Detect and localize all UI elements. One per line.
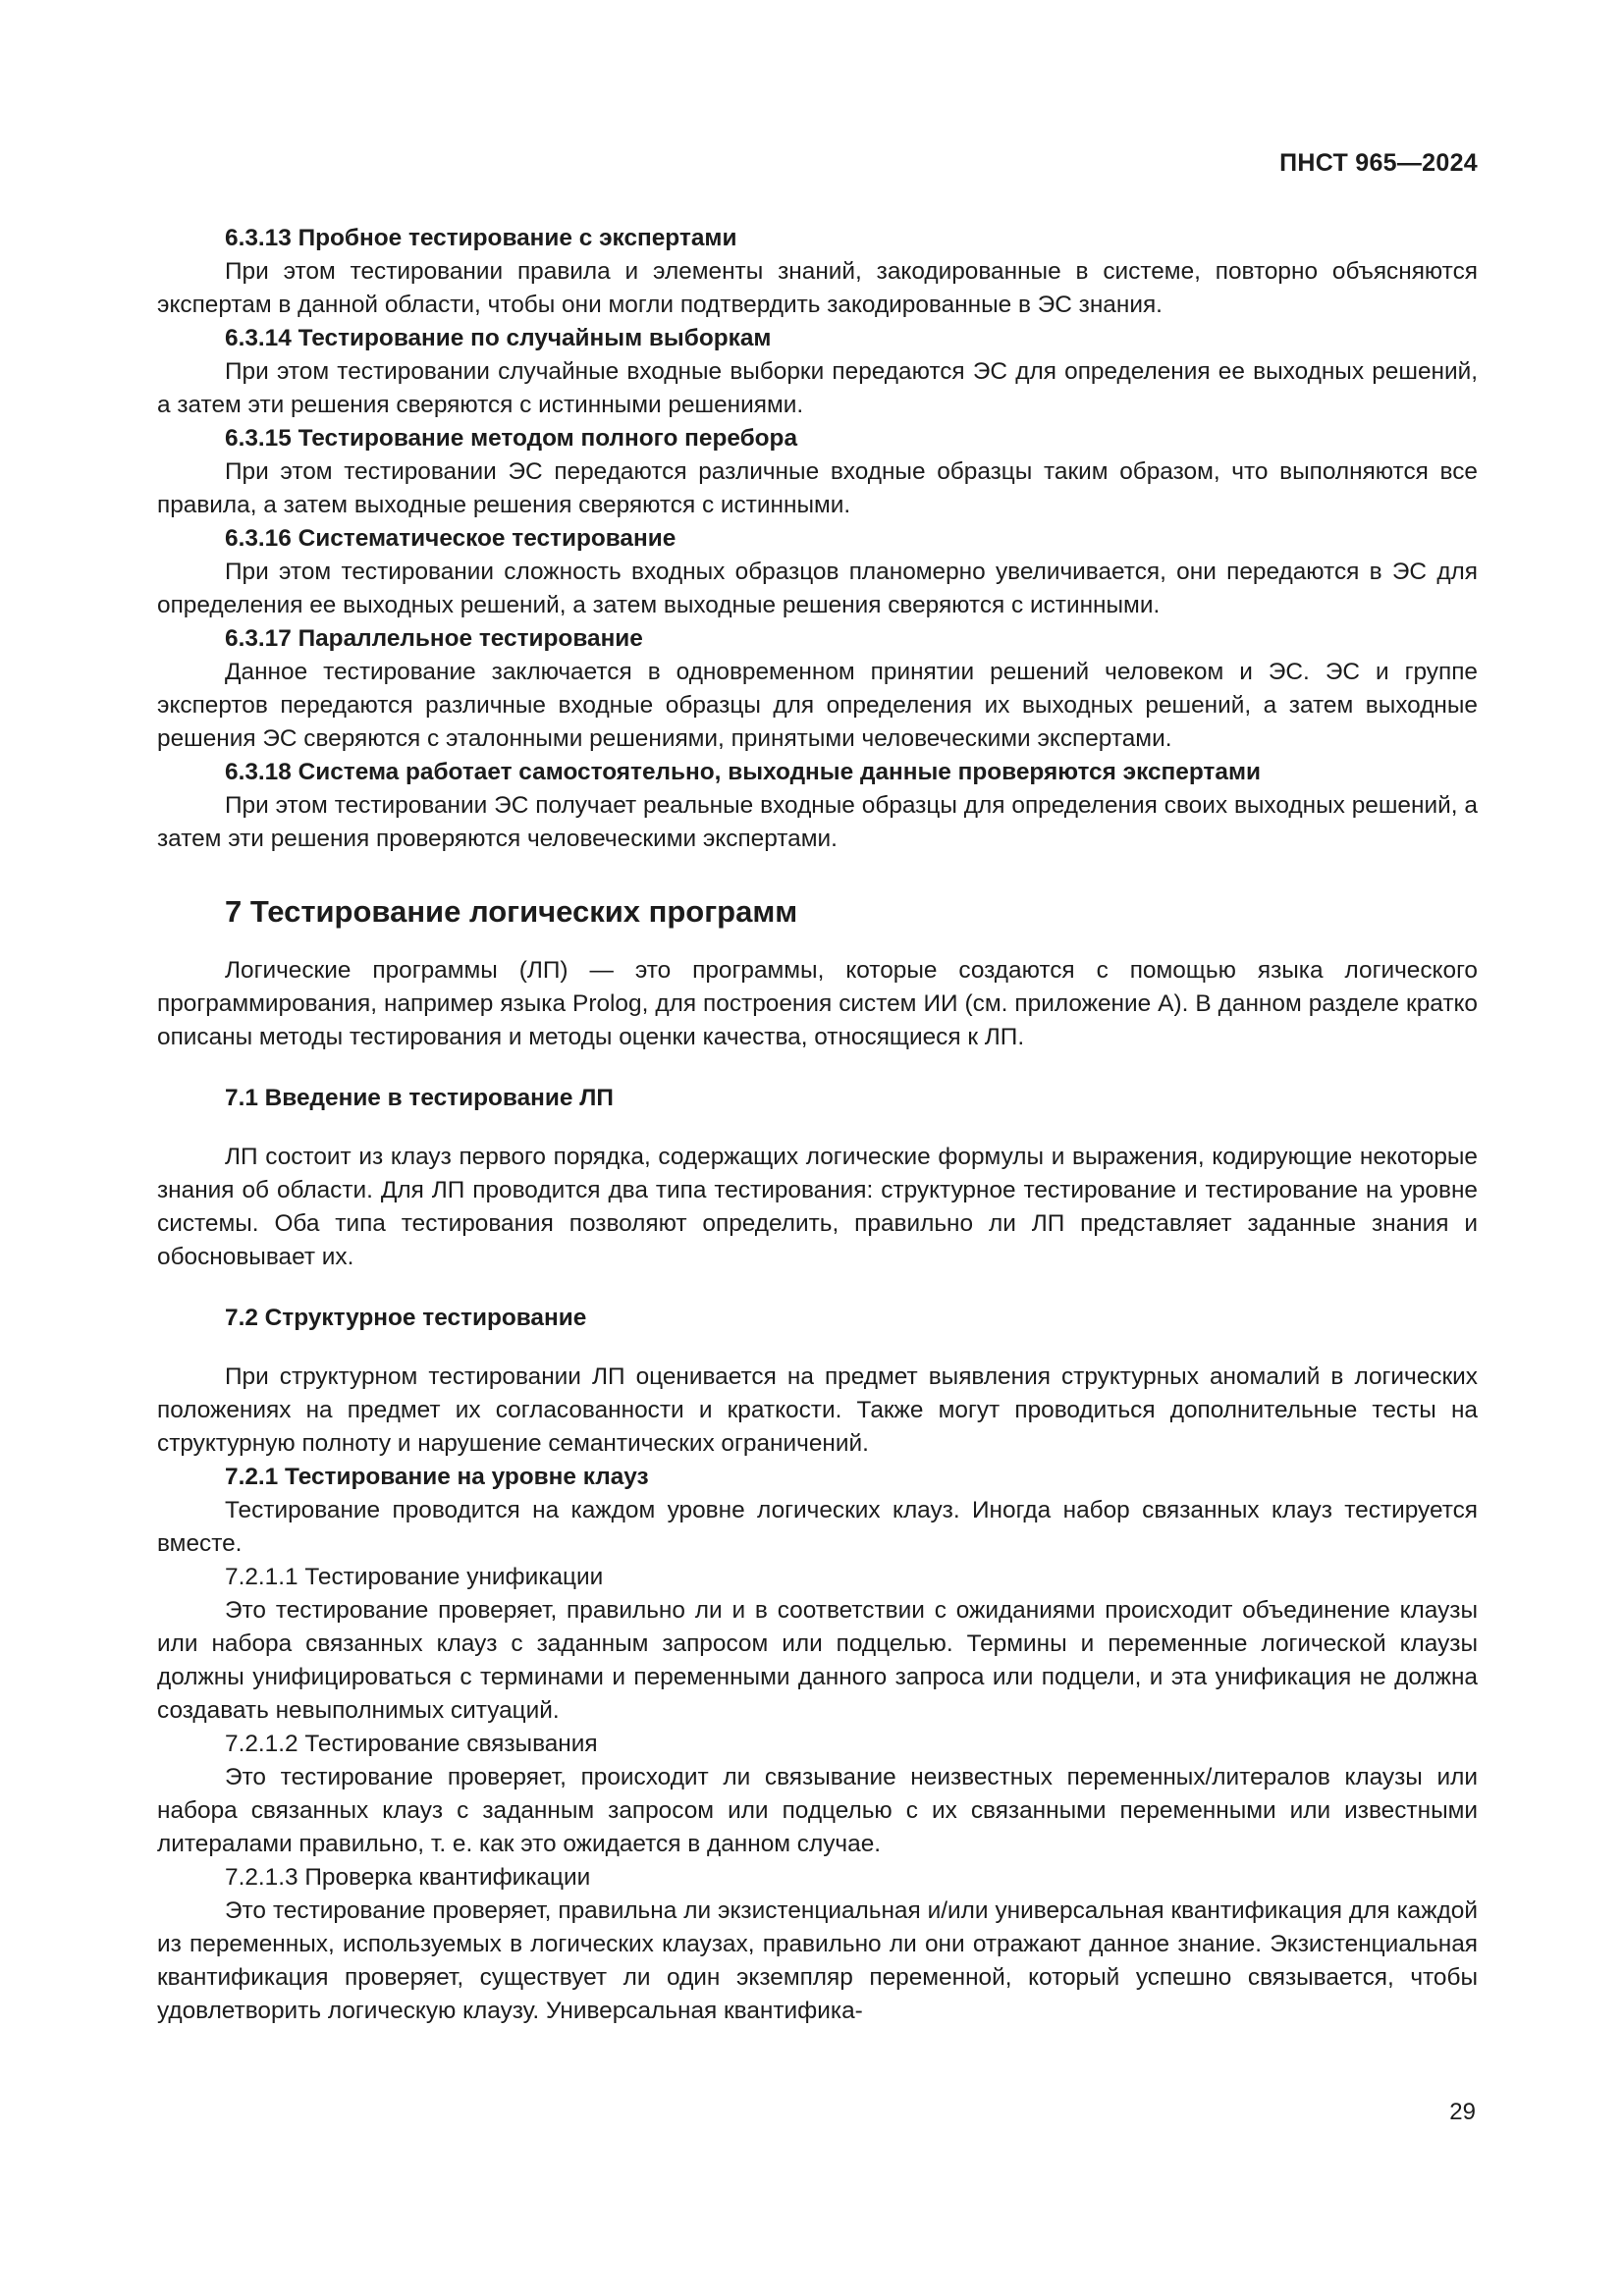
paragraph-6-3-16: При этом тестировании сложность входных образцов планомерно увеличивается, они передаются в ЭС для определения ее выходных решений, а затем выходные решения сверяются с истинными. <box>157 559 1478 618</box>
heading-7-2-1-1: 7.2.1.1 Тестирование унификации <box>225 1564 604 1590</box>
heading-7-2-1-2: 7.2.1.2 Тестирование связывания <box>225 1731 598 1757</box>
paragraph-6-3-17: Данное тестирование заключается в одновременном принятии решений человеком и ЭС. ЭС и группе экспертов передаются различные входные образцы для определения их выходных решений, а затем выходные решения ЭС сверяются с эталонными решениями, принятыми человеческими экспертами. <box>157 659 1478 752</box>
heading-6-3-14: 6.3.14 Тестирование по случайным выборкам <box>225 325 772 351</box>
heading-6-3-13: 6.3.13 Пробное тестирование с экспертами <box>225 225 737 251</box>
page-content <box>157 222 1478 2028</box>
heading-7-2-1: 7.2.1 Тестирование на уровне клауз <box>225 1464 649 1490</box>
heading-7-1: 7.1 Введение в тестирование ЛП <box>225 1085 614 1111</box>
heading-6-3-17: 6.3.17 Параллельное тестирование <box>225 625 643 652</box>
paragraph-6-3-14: При этом тестировании случайные входные выборки передаются ЭС для определения ее выходных решений, а затем эти решения сверяются с истинными решениями. <box>157 358 1478 418</box>
document-id: ПНСТ 965—2024 <box>1279 149 1478 177</box>
paragraph-7: Логические программы (ЛП) — это программы, которые создаются с помощью языка логического программирования, например языка Prolog, для построения систем ИИ (см. приложение А). В данном разделе кратко описаны методы тестирования и методы оценки качества, относящиеся к ЛП. <box>157 957 1478 1050</box>
paragraph-7-2-1-2: Это тестирование проверяет, происходит ли связывание неизвестных переменных/литералов клаузы или набора связанных клауз с заданным запросом или подцелью с их связанными переменными или известными литералами правильно, т. е. как это ожидается в данном случае. <box>157 1764 1478 1857</box>
heading-7-2: 7.2 Структурное тестирование <box>225 1305 587 1331</box>
paragraph-7-2-1-1: Это тестирование проверяет, правильно ли и в соответствии с ожиданиями происходит объединение клаузы или набора связанных клауз с заданным запросом или подцелью. Термины и переменные логической клаузы должны унифицироваться с терминами и переменными данного запроса или подцели, и эта унификация не должна создавать невыполнимых ситуаций. <box>157 1597 1478 1724</box>
paragraph-7-2-1: Тестирование проводится на каждом уровне логических клауз. Иногда набор связанных клауз тестируется вместе. <box>157 1497 1478 1557</box>
paragraph-6-3-15: При этом тестировании ЭС передаются различные входные образцы таким образом, что выполняются все правила, а затем выходные решения сверяются с истинными. <box>157 458 1478 518</box>
heading-6-3-18: 6.3.18 Система работает самостоятельно, выходные данные проверяются экспертами <box>225 759 1261 785</box>
heading-7-2-1-3: 7.2.1.3 Проверка квантификации <box>225 1864 591 1891</box>
paragraph-7-2-1-3: Это тестирование проверяет, правильна ли экзистенциальная и/или универсальная квантификация для каждой из переменных, используемых в логических клаузах, правильно ли они отражают данное знание. Экзистенциальная квантификация проверяет, существует ли один экземпляр переменной, который успешно связывается, чтобы удовлетворить логическую клаузу. Универсальная квантифика- <box>157 1897 1478 2024</box>
heading-6-3-16: 6.3.16 Систематическое тестирование <box>225 525 677 552</box>
paragraph-6-3-13: При этом тестировании правила и элементы знаний, закодированные в системе, повторно объясняются экспертам в данной области, чтобы они могли подтвердить закодированные в ЭС знания. <box>157 258 1478 318</box>
paragraph-7-1: ЛП состоит из клауз первого порядка, содержащих логические формулы и выражения, кодирующие некоторые знания об области. Для ЛП проводится два типа тестирования: структурное тестирование и тестирование на уровне системы. Оба типа тестирования позволяют определить, правильно ли ЛП представляет заданные знания и обосновывает их. <box>157 1144 1478 1270</box>
heading-6-3-15: 6.3.15 Тестирование методом полного перебора <box>225 425 798 452</box>
paragraph-6-3-18: При этом тестировании ЭС получает реальные входные образцы для определения своих выходных решений, а затем эти решения проверяются человеческими экспертами. <box>157 792 1478 852</box>
heading-section-7: 7 Тестирование логических программ <box>225 894 798 929</box>
paragraph-7-2: При структурном тестировании ЛП оценивается на предмет выявления структурных аномалий в логических положениях на предмет их согласованности и краткости. Также могут проводиться дополнительные тесты на структурную полноту и нарушение семантических ограничений. <box>157 1363 1478 1457</box>
page-number: 29 <box>1449 2099 1476 2125</box>
